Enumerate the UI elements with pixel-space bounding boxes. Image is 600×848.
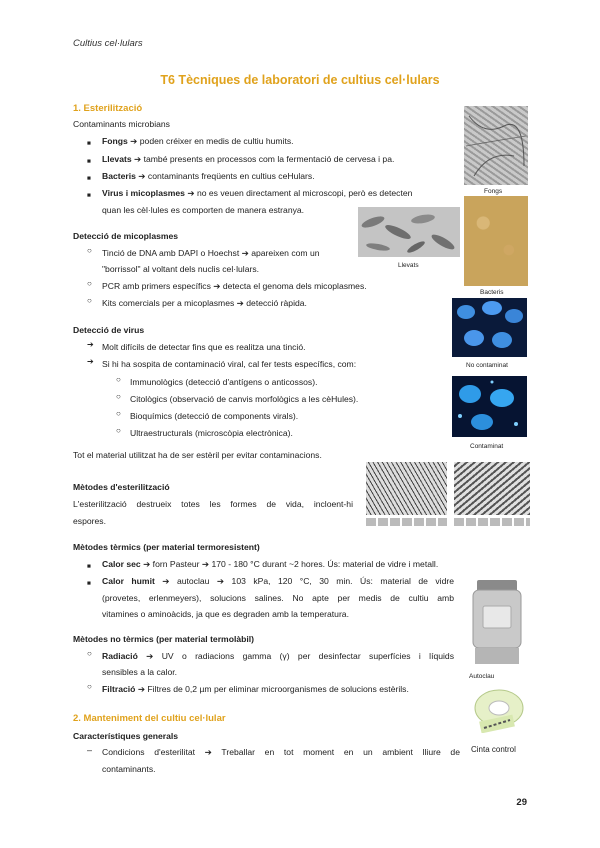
caption-control-tape: Cinta control [471,745,516,754]
bullet-icon [87,579,91,588]
bullet-icon [116,409,121,418]
list-item: Condicions d'esterilitat ➔ Treballar en tot moment en un ambient lliure de [102,747,460,757]
list-item: Llevats ➔ també presents en processos com la fermentació de cervesa i pa. [102,154,395,164]
section-heading-sterilization: 1. Esterilització [73,103,143,114]
non-contaminated-micrograph [452,298,527,357]
list-item: Calor sec ➔ forn Pasteur ➔ 170 - 180 °C durant ~2 hores. Ús: material de vidre i metall. [102,559,439,569]
caption-non-contaminated: No contaminat [466,362,508,369]
bullet-icon [87,139,91,148]
caption-yeast: Llevats [398,262,419,269]
sublist-item: Immunològics (detecció d'antígens o anticossos). [130,377,318,387]
bullet-icon [87,157,91,166]
bullet-icon [116,392,121,401]
caption-autoclave: Autoclau [469,673,495,680]
cell-culture-micrograph-left [366,462,447,515]
subheading-methods: Mètodes d'esterilització [73,482,170,492]
bullet-icon [87,174,91,183]
contaminated-micrograph [452,376,527,437]
paragraph-continuation: espores. [73,516,106,526]
bullet-icon [87,246,92,255]
list-item-continuation: (provetes, erlenmeyers), solucions salines. No apte per medis de cultiu amb [102,593,454,603]
bullet-icon [87,296,92,305]
paragraph: L'esterilització destrueix totes les formes de vida, incloent-hi [73,499,353,509]
list-item: Virus i micoplasmes ➔ no es veuen directament al microscopi, però es detecten [102,188,413,198]
bullet-icon [116,375,121,384]
control-tape-image [470,686,528,733]
subheading-virus: Detecció de virus [73,325,145,335]
dash-icon [87,745,92,755]
list-item: Fongs ➔ poden créixer en medis de cultiu humits. [102,136,294,146]
list-item: Tinció de DNA amb DAPI o Hoechst ➔ apareixen com un [102,248,320,258]
caption-contaminated: Contaminat [470,443,504,450]
bullet-icon [87,191,91,200]
bullet-icon [87,279,92,288]
list-item: Kits comercials per a micoplasmes ➔ detecció ràpida. [102,298,307,308]
sterile-note: Tot el material utilitzat ha de ser estèril per evitar contaminacions. [73,450,322,460]
subheading-general: Característiques generals [73,731,179,741]
sublist-item: Bioquímics (detecció de components virals). [130,411,299,421]
list-item: Molt difícils de detectar fins que es realitza una tinció. [102,342,306,352]
sublist-item: Citològics (observació de canvis morfològics a les cèHules). [130,394,359,404]
bullet-icon [87,562,91,571]
bullet-icon [87,682,92,691]
list-item: Radiació ➔ UV o radiacions gamma (γ) per desinfectar superfícies i líquids [102,651,454,661]
arrow-icon [87,340,94,349]
fungi-hyphae-icon [464,106,528,185]
subheading-nonthermal: Mètodes no tèrmics (per material termolàbil) [73,634,254,644]
list-item: Bacteris ➔ contaminants freqüents en cultius ceHulars. [102,171,315,181]
document-header: Cultius cel·lulars [73,38,143,49]
intro-text: Contaminants microbians [73,119,170,129]
list-item-continuation: sensibles a la calor. [102,667,177,677]
section-heading-maintenance: 2. Manteniment del cultiu cel·lular [73,713,226,724]
caption-fungi: Fongs [484,188,503,195]
caption-bacteria: Bacteris [480,289,504,296]
bullet-icon [87,649,92,658]
list-item: Filtració ➔ Filtres de 0,2 µm per eliminar microorganismes de solucions estèrils. [102,684,409,694]
fungi-micrograph [464,106,528,185]
autoclave-image [469,578,525,666]
list-item: PCR amb primers específics ➔ detecta el genoma dels micoplasmes. [102,281,367,291]
nuclei-icon [452,298,527,357]
list-item: Si hi ha sospita de contaminació viral, cal fer tests específics, com: [102,359,357,369]
yeast-micrograph [358,207,460,257]
page-number: 29 [516,797,527,808]
contaminated-nuclei-icon [452,376,527,437]
subheading-thermal: Mètodes tèrmics (per material termoresistent) [73,542,260,552]
tape-roll-icon [470,686,528,733]
list-item-continuation: "borrissol" al voltant dels nuclis cel·lulars. [102,264,260,274]
sublist-item: Ultraestructurals (microscòpia electrònica). [130,428,293,438]
autoclave-icon [469,578,525,666]
page-title: T6 Tècniques de laboratori de cultius cel·lulars [160,73,440,87]
list-item: Calor humit ➔ autoclau ➔ 103 kPa, 120 °C, 30 min. Ús: material de vidre [102,576,454,586]
bacteria-micrograph [464,196,528,286]
list-item-continuation: contaminants. [102,764,156,774]
arrow-icon [87,357,94,366]
list-item-continuation: vitamines o aminoàcids, ja que es degraden amb la temperatura. [102,609,349,619]
bullet-icon [116,426,121,435]
yeast-cells-icon [358,207,460,257]
list-item-continuation: quan les cèl·lules es comporten de manera estranya. [102,205,305,215]
cell-culture-micrograph-right [454,462,530,515]
micrograph-caption-lines-left [366,518,447,526]
micrograph-caption-lines-right [454,518,530,526]
subheading-mycoplasma: Detecció de micoplasmes [73,231,179,241]
